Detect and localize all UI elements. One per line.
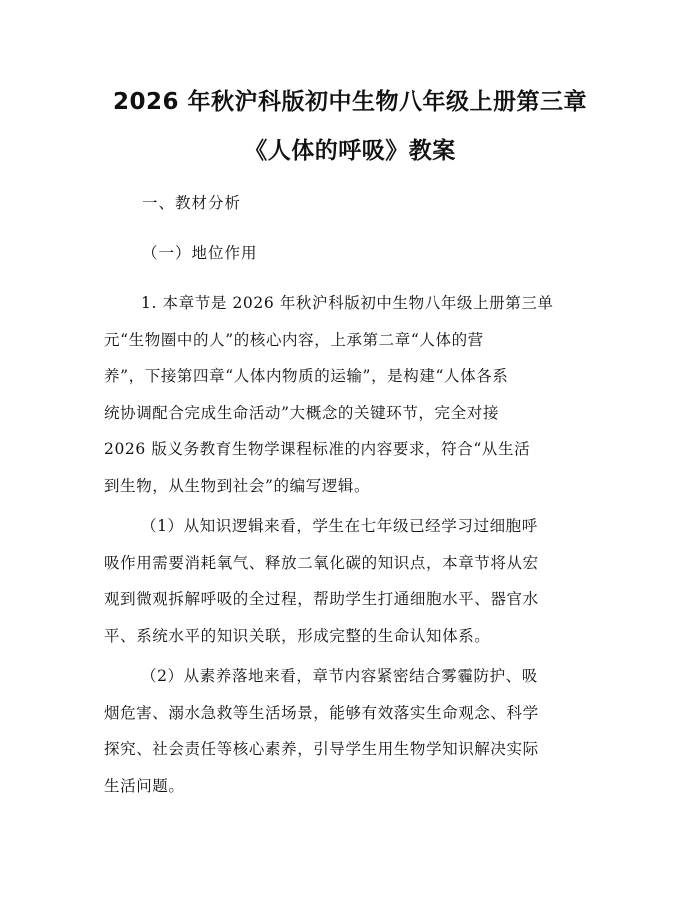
paragraph-line: 养”，下接第四章“人体内物质的运输”，是构建“人体各系 [104,367,509,386]
section-heading: 一、教材分析 [142,194,242,212]
paragraph-line: 生活问题。 [104,776,185,795]
paragraph-line: 1. 本章节是 2026 年秋沪科版初中生物八年级上册第三单 [141,294,554,312]
paragraph-line: 观到微观拆解呼吸的全过程，帮助学生打通细胞水平、器官水 [104,590,539,609]
paragraph-1 [104,292,604,512]
paragraph-line: 吸作用需要消耗氧气、释放二氧化碳的知识点，本章节将从宏 [104,553,539,572]
paragraph-line: 2026 版义务教育生物学课程标准的内容要求，符合“从生活 [104,440,531,459]
paragraph-line: 平、系统水平的知识关联，形成完整的生命认知体系。 [104,626,491,645]
paragraph-line: 元“生物圈中的人”的核心内容，上承第二章“人体的营 [104,330,484,349]
paragraph-line: （1）从知识逻辑来看，学生在七年级已经学习过细胞呼 [141,517,538,535]
document-title-line-2: 《人体的呼吸》教案 [244,138,456,164]
subsection-heading: （一）地位作用 [142,244,258,262]
paragraph-line: 到生物，从生物到社会”的编写逻辑。 [104,476,371,495]
document-title-line-1: 2026 年秋沪科版初中生物八年级上册第三章 [112,89,588,115]
paragraph-3 [104,665,604,811]
paragraph-2 [104,515,604,661]
paragraph-line: 烟危害、溺水急救等生活场景，能够有效落实生命观念、科学 [104,703,539,722]
paragraph-line: 统协调配合完成生命活动”大概念的关键环节，完全对接 [104,403,499,422]
paragraph-line: 探究、社会责任等核心素养，引导学生用生物学知识解决实际 [104,740,539,759]
paragraph-line: （2）从素养落地来看，章节内容紧密结合雾霾防护、吸 [141,667,538,685]
